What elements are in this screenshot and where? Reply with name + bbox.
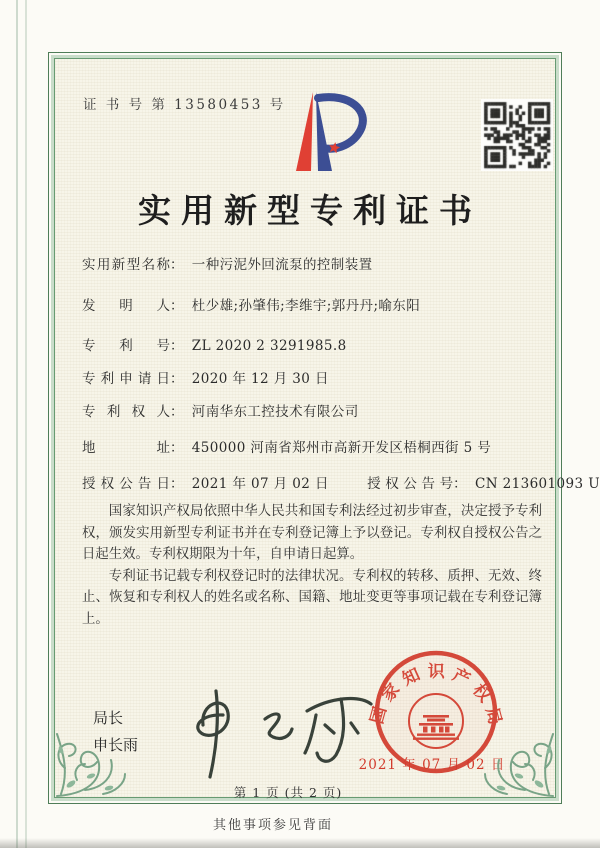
field-value: CN 213601093 U	[474, 476, 600, 492]
grant-number-pair: 授权公告号： CN 213601093 U	[367, 476, 600, 492]
corner-flourish-right-icon	[463, 706, 559, 802]
seal-date: 2021 年 07 月 02 日	[358, 757, 506, 773]
seal-text: 国家知识产权局	[367, 661, 505, 727]
field-label: 专利申请日	[82, 371, 170, 387]
field-value: 一种污泥外回流泵的控制装置	[191, 257, 373, 273]
field-label: 实用新型名称	[82, 257, 170, 273]
field-value: 450000 河南省郑州市高新开发区梧桐西街 5 号	[191, 440, 492, 456]
scan-edge-artifact	[16, 0, 27, 848]
page-number: 第 1 页 (共 2 页)	[233, 785, 343, 800]
commissioner-title: 局长	[93, 709, 124, 727]
qr-code	[481, 99, 553, 171]
field-row-address: 地址： 450000 河南省郑州市高新开发区梧桐西街 5 号	[82, 438, 544, 459]
legal-paragraph: 国家知识产权局依照中华人民共和国专利法经过初步审查，决定授予专利权，颁发实用新型专利证书并在专利登记簿上予以登记。专利权自授权公告之日起生效。专利权期限为十年，自申请日起算。	[82, 504, 542, 562]
cnipa-logo-icon	[247, 89, 387, 177]
field-row-patent-no: 专利号： ZL 2020 2 3291985.8	[82, 336, 544, 357]
field-value: 2020 年 12 月 30 日	[191, 371, 329, 387]
field-value: 杜少雄;孙肇伟;李维宇;郭丹丹;喻东阳	[191, 298, 421, 314]
field-row-name: 实用新型名称： 一种污泥外回流泵的控制装置	[82, 255, 544, 276]
field-label: 地址	[82, 440, 170, 456]
field-list	[82, 255, 600, 495]
field-label: 授权公告号	[367, 476, 454, 492]
certificate-paper	[54, 58, 600, 800]
field-label: 发明人	[82, 298, 170, 314]
field-row-filing-date: 专利申请日： 2020 年 12 月 30 日	[82, 369, 544, 390]
field-label: 授权公告日	[82, 476, 170, 492]
legal-text	[82, 501, 542, 630]
field-row-patentee: 专利权人： 河南华东工控技术有限公司	[82, 402, 544, 423]
certificate-number: 证 书 号 第 13580453 号	[83, 97, 286, 113]
frame-inner-border	[51, 55, 600, 801]
commissioner-name: 申长雨	[93, 736, 139, 754]
field-value: 2021 年 07 月 02 日	[191, 476, 329, 492]
scan-shadow	[0, 838, 600, 848]
field-value: 河南华东工控技术有限公司	[191, 404, 359, 420]
field-label: 专利号	[82, 338, 170, 354]
field-row-grant: 授权公告日： 2021 年 07 月 02 日 授权公告号： CN 213601093 U	[82, 474, 544, 495]
legal-paragraph: 专利证书记载专利权登记时的法律状况。专利权的转移、质押、无效、终止、恢复和专利权人的姓名或名称、国籍、地址变更等事项记载在专利登记簿上。	[82, 568, 542, 627]
corner-flourish-left-icon	[51, 706, 147, 802]
field-label: 专利权人	[82, 404, 170, 420]
back-note: 其他事项参见背面	[212, 818, 333, 833]
field-value: ZL 2020 2 3291985.8	[191, 338, 347, 354]
certificate-frame	[48, 52, 600, 804]
field-row-inventors: 发明人： 杜少雄;孙肇伟;李维宇;郭丹丹;喻东阳	[82, 296, 544, 317]
certificate-title: 实用新型专利证书	[138, 191, 482, 230]
